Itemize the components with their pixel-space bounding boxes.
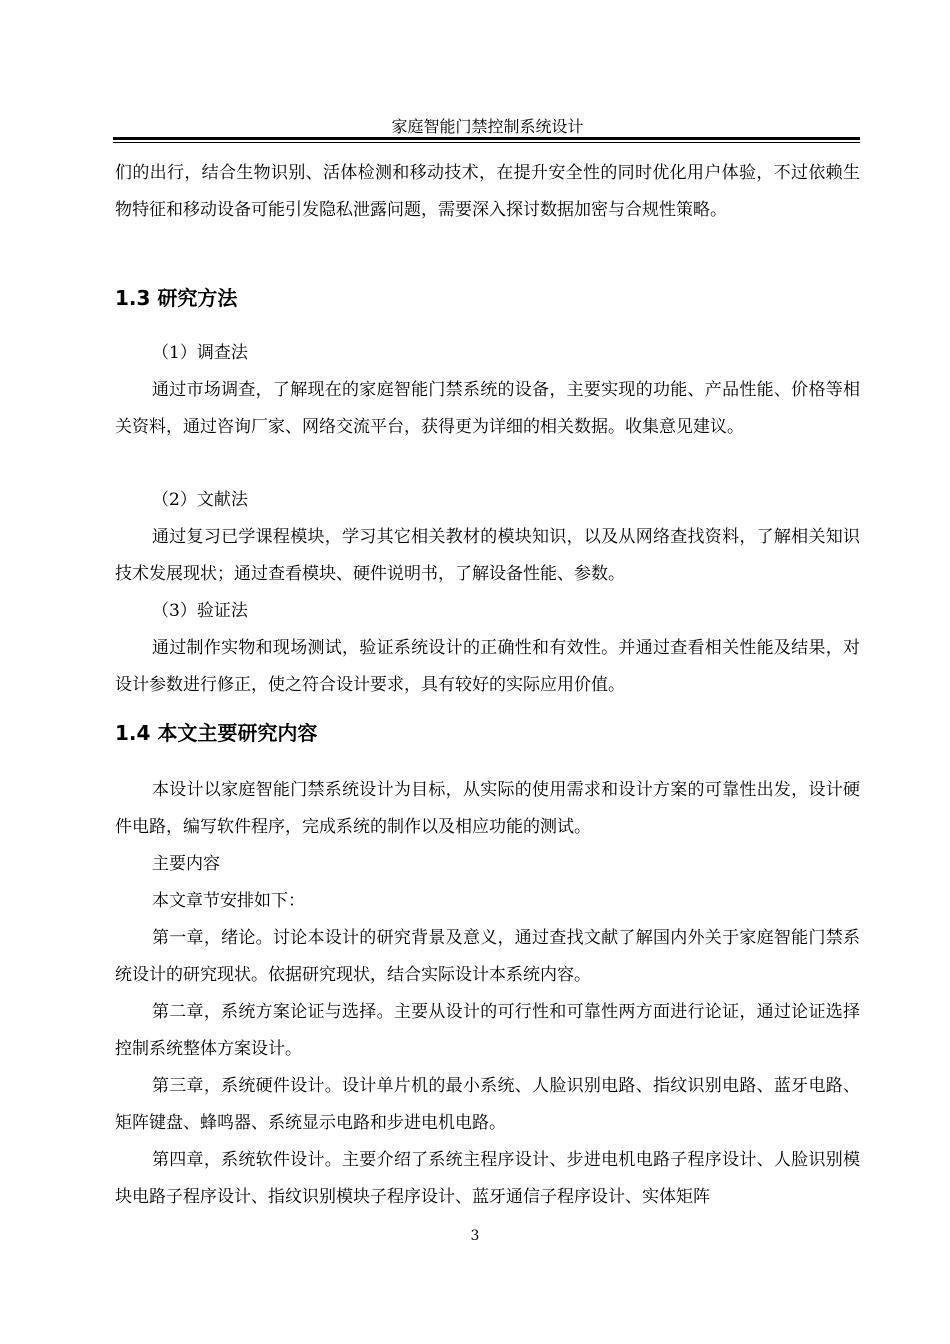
chapter-4-summary: 第四章，系统软件设计。主要介绍了系统主程序设计、步进电机电路子程序设计、人脸识别模块电路子程序设计、指纹识别模块子程序设计、蓝牙通信子程序设计、实体矩阵 (115, 1150, 860, 1207)
chapter-arrangement-intro: 本文章节安排如下： (152, 891, 305, 911)
chapter-2-summary: 第二章，系统方案论证与选择。主要从设计的可行性和可靠性两方面进行论证，通过论证选择控制系统整体方案设计。 (115, 1002, 860, 1059)
header-rule-thick (113, 137, 860, 140)
method-2-title: （2）文献法 (152, 490, 248, 510)
section-heading-1-4: 1.4 本文主要研究内容 (115, 721, 318, 745)
running-header-title: 家庭智能门禁控制系统设计 (391, 117, 584, 136)
header-rule-thin (113, 142, 860, 143)
intro-paragraph: 们的出行，结合生物识别、活体检测和移动技术，在提升安全性的同时优化用户体验，不过依赖生物特征和移动设备可能引发隐私泄露问题，需要深入探讨数据加密与合规性策略。 (115, 163, 860, 220)
page-number: 3 (470, 1228, 480, 1244)
method-1-text: 通过市场调查，了解现在的家庭智能门禁系统的设备，主要实现的功能、产品性能、价格等相关资料，通过咨询厂家、网络交流平台，获得更为详细的相关数据。收集意见建议。 (115, 380, 860, 437)
chapter-3-summary: 第三章，系统硬件设计。设计单片机的最小系统、人脸识别电路、指纹识别电路、蓝牙电路、矩阵键盘、蜂鸣器、系统显示电路和步进电机电路。 (115, 1076, 860, 1133)
chapter-1-summary: 第一章，绪论。讨论本设计的研究背景及意义，通过查找文献了解国内外关于家庭智能门禁系统设计的研究现状。依据研究现状，结合实际设计本系统内容。 (115, 928, 860, 985)
method-2-text: 通过复习已学课程模块，学习其它相关教材的模块知识，以及从网络查找资料，了解相关知识技术发展现状；通过查看模块、硬件说明书，了解设备性能、参数。 (115, 527, 860, 584)
main-content-label: 主要内容 (152, 854, 220, 874)
method-3-title: （3）验证法 (152, 601, 248, 621)
section-heading-1-3: 1.3 研究方法 (115, 286, 238, 310)
method-1-title: （1）调查法 (152, 343, 248, 363)
method-3-text: 通过制作实物和现场测试，验证系统设计的正确性和有效性。并通过查看相关性能及结果，对设计参数进行修正，使之符合设计要求，具有较好的实际应用价值。 (115, 638, 860, 695)
design-goal-paragraph: 本设计以家庭智能门禁系统设计为目标，从实际的使用需求和设计方案的可靠性出发，设计硬件电路，编写软件程序，完成系统的制作以及相应功能的测试。 (115, 780, 860, 837)
